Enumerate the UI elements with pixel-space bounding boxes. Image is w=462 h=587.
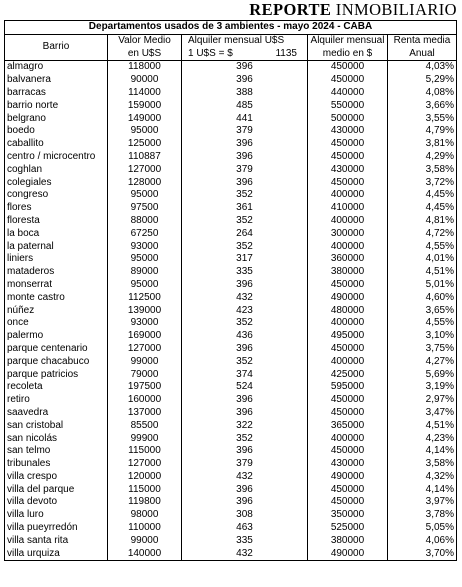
cell-alquiler-pesos: 595000 xyxy=(308,381,388,394)
cell-alquiler-pesos: 495000 xyxy=(308,330,388,343)
cell-renta: 5,01% xyxy=(388,279,457,292)
cell-alquiler-usd: 463 xyxy=(182,522,308,535)
cell-barrio: palermo xyxy=(5,330,108,343)
cell-renta: 4,14% xyxy=(388,445,457,458)
cell-renta: 3,55% xyxy=(388,113,457,126)
cell-alquiler-pesos: 400000 xyxy=(308,433,388,446)
table-row xyxy=(5,177,457,190)
cell-alquiler-pesos: 490000 xyxy=(308,292,388,305)
cell-barrio: barracas xyxy=(5,87,108,100)
header-alquiler-pesos-line1: Alquiler mensual xyxy=(310,34,385,46)
cell-barrio: villa urquiza xyxy=(5,548,108,561)
cell-alquiler-pesos: 450000 xyxy=(308,343,388,356)
cell-alquiler-usd: 352 xyxy=(182,317,308,330)
cell-alquiler-pesos: 400000 xyxy=(308,356,388,369)
cell-alquiler-usd: 396 xyxy=(182,74,308,87)
header-renta-line1: Renta media xyxy=(393,34,451,46)
cell-barrio: monte castro xyxy=(5,292,108,305)
cell-alquiler-usd: 432 xyxy=(182,292,308,305)
cell-alquiler-pesos: 300000 xyxy=(308,228,388,241)
cell-alquiler-usd: 524 xyxy=(182,381,308,394)
cell-alquiler-usd: 379 xyxy=(182,164,308,177)
cell-alquiler-usd: 396 xyxy=(182,407,308,420)
cell-renta: 4,55% xyxy=(388,241,457,254)
header-alquiler-usd-line1: Alquiler mensual U$S xyxy=(188,34,285,46)
cell-alquiler-usd: 352 xyxy=(182,433,308,446)
cell-barrio: villa devoto xyxy=(5,496,108,509)
exchange-rate-label: 1 U$S = $ xyxy=(188,47,233,59)
cell-alquiler-pesos: 490000 xyxy=(308,548,388,561)
cell-barrio: coghlan xyxy=(5,164,108,177)
cell-renta: 4,60% xyxy=(388,292,457,305)
cell-renta: 4,51% xyxy=(388,266,457,279)
header-valor-line1: Valor Medio xyxy=(118,34,171,46)
cell-alquiler-pesos: 380000 xyxy=(308,266,388,279)
cell-alquiler-usd: 396 xyxy=(182,484,308,497)
cell-valor: 137000 xyxy=(108,407,182,420)
table-row xyxy=(5,330,457,343)
cell-alquiler-usd: 396 xyxy=(182,61,308,74)
cell-alquiler-pesos: 450000 xyxy=(308,74,388,87)
header-alquiler-pesos xyxy=(308,34,388,61)
cell-alquiler-usd: 396 xyxy=(182,394,308,407)
cell-valor: 160000 xyxy=(108,394,182,407)
table-row xyxy=(5,381,457,394)
cell-alquiler-usd: 441 xyxy=(182,113,308,126)
cell-valor: 99000 xyxy=(108,356,182,369)
cell-alquiler-usd: 388 xyxy=(182,87,308,100)
cell-barrio: parque patricios xyxy=(5,369,108,382)
cell-alquiler-pesos: 450000 xyxy=(308,496,388,509)
cell-alquiler-pesos: 450000 xyxy=(308,279,388,292)
cell-valor: 88000 xyxy=(108,215,182,228)
cell-alquiler-pesos: 365000 xyxy=(308,420,388,433)
cell-valor: 127000 xyxy=(108,458,182,471)
cell-renta: 4,29% xyxy=(388,151,457,164)
table-row xyxy=(5,394,457,407)
cell-renta: 3,66% xyxy=(388,100,457,113)
rent-table xyxy=(4,20,457,561)
cell-valor: 149000 xyxy=(108,113,182,126)
cell-renta: 4,55% xyxy=(388,317,457,330)
cell-alquiler-pesos: 430000 xyxy=(308,125,388,138)
table-row xyxy=(5,445,457,458)
cell-renta: 4,06% xyxy=(388,535,457,548)
cell-valor: 118000 xyxy=(108,61,182,74)
cell-renta: 4,27% xyxy=(388,356,457,369)
cell-barrio: la paternal xyxy=(5,241,108,254)
cell-alquiler-pesos: 450000 xyxy=(308,151,388,164)
header-barrio xyxy=(5,34,108,61)
cell-renta: 4,45% xyxy=(388,202,457,215)
table-row xyxy=(5,189,457,202)
cell-valor: 89000 xyxy=(108,266,182,279)
table-row xyxy=(5,279,457,292)
cell-barrio: centro / microcentro xyxy=(5,151,108,164)
cell-alquiler-pesos: 525000 xyxy=(308,522,388,535)
table-row xyxy=(5,317,457,330)
table-row xyxy=(5,433,457,446)
header-valor-line2: en U$S xyxy=(127,47,162,59)
cell-renta: 4,08% xyxy=(388,87,457,100)
cell-barrio: once xyxy=(5,317,108,330)
cell-valor: 140000 xyxy=(108,548,182,561)
cell-valor: 67250 xyxy=(108,228,182,241)
cell-alquiler-pesos: 400000 xyxy=(308,189,388,202)
table-row xyxy=(5,253,457,266)
table-row xyxy=(5,125,457,138)
cell-valor: 115000 xyxy=(108,484,182,497)
table-row xyxy=(5,305,457,318)
table-row xyxy=(5,471,457,484)
cell-alquiler-usd: 396 xyxy=(182,151,308,164)
header-valor xyxy=(108,34,182,61)
cell-valor: 169000 xyxy=(108,330,182,343)
table-row xyxy=(5,113,457,126)
cell-alquiler-usd: 308 xyxy=(182,509,308,522)
cell-valor: 110000 xyxy=(108,522,182,535)
cell-barrio: belgrano xyxy=(5,113,108,126)
cell-barrio: villa luro xyxy=(5,509,108,522)
table-row xyxy=(5,228,457,241)
cell-alquiler-pesos: 425000 xyxy=(308,369,388,382)
table-row xyxy=(5,356,457,369)
table-row xyxy=(5,548,457,561)
cell-renta: 3,19% xyxy=(388,381,457,394)
table-row xyxy=(5,241,457,254)
cell-barrio: colegiales xyxy=(5,177,108,190)
cell-barrio: congreso xyxy=(5,189,108,202)
cell-renta: 3,10% xyxy=(388,330,457,343)
cell-barrio: villa del parque xyxy=(5,484,108,497)
cell-valor: 95000 xyxy=(108,125,182,138)
table-row xyxy=(5,215,457,228)
header-barrio-label: Barrio xyxy=(42,41,70,53)
cell-alquiler-pesos: 400000 xyxy=(308,317,388,330)
cell-valor: 99000 xyxy=(108,535,182,548)
cell-barrio: villa santa rita xyxy=(5,535,108,548)
cell-alquiler-pesos: 490000 xyxy=(308,471,388,484)
cell-barrio: san nicolás xyxy=(5,433,108,446)
cell-barrio: monserrat xyxy=(5,279,108,292)
table-body xyxy=(5,61,457,561)
cell-valor: 110887 xyxy=(108,151,182,164)
cell-barrio: villa crespo xyxy=(5,471,108,484)
cell-alquiler-pesos: 440000 xyxy=(308,87,388,100)
cell-barrio: núñez xyxy=(5,305,108,318)
cell-valor: 97500 xyxy=(108,202,182,215)
brand-bold-text: REPORTE xyxy=(249,0,332,19)
cell-renta: 4,14% xyxy=(388,484,457,497)
table-title-row xyxy=(5,21,457,35)
cell-alquiler-pesos: 450000 xyxy=(308,394,388,407)
cell-renta: 4,72% xyxy=(388,228,457,241)
cell-alquiler-usd: 335 xyxy=(182,266,308,279)
cell-alquiler-usd: 352 xyxy=(182,189,308,202)
header-alquiler-usd xyxy=(182,34,308,61)
brand-logo xyxy=(249,0,457,20)
cell-alquiler-usd: 352 xyxy=(182,356,308,369)
cell-barrio: parque chacabuco xyxy=(5,356,108,369)
table-row xyxy=(5,151,457,164)
cell-alquiler-usd: 379 xyxy=(182,458,308,471)
cell-alquiler-usd: 264 xyxy=(182,228,308,241)
cell-renta: 3,58% xyxy=(388,458,457,471)
table-row xyxy=(5,407,457,420)
cell-valor: 93000 xyxy=(108,241,182,254)
cell-renta: 3,70% xyxy=(388,548,457,561)
table-row xyxy=(5,74,457,87)
cell-renta: 3,65% xyxy=(388,305,457,318)
cell-renta: 5,05% xyxy=(388,522,457,535)
cell-alquiler-pesos: 450000 xyxy=(308,177,388,190)
table-row xyxy=(5,87,457,100)
cell-barrio: flores xyxy=(5,202,108,215)
cell-barrio: barrio norte xyxy=(5,100,108,113)
table-row xyxy=(5,138,457,151)
cell-alquiler-pesos: 360000 xyxy=(308,253,388,266)
cell-valor: 128000 xyxy=(108,177,182,190)
cell-barrio: tribunales xyxy=(5,458,108,471)
cell-valor: 119800 xyxy=(108,496,182,509)
cell-alquiler-pesos: 450000 xyxy=(308,138,388,151)
cell-alquiler-pesos: 410000 xyxy=(308,202,388,215)
cell-alquiler-usd: 396 xyxy=(182,445,308,458)
cell-alquiler-usd: 396 xyxy=(182,343,308,356)
cell-alquiler-pesos: 400000 xyxy=(308,215,388,228)
cell-barrio: parque centenario xyxy=(5,343,108,356)
cell-valor: 95000 xyxy=(108,189,182,202)
cell-barrio: floresta xyxy=(5,215,108,228)
cell-alquiler-usd: 396 xyxy=(182,496,308,509)
cell-valor: 93000 xyxy=(108,317,182,330)
cell-valor: 95000 xyxy=(108,279,182,292)
cell-valor: 159000 xyxy=(108,100,182,113)
cell-renta: 3,97% xyxy=(388,496,457,509)
cell-renta: 4,45% xyxy=(388,189,457,202)
cell-renta: 4,01% xyxy=(388,253,457,266)
cell-alquiler-usd: 322 xyxy=(182,420,308,433)
cell-alquiler-usd: 374 xyxy=(182,369,308,382)
table-row xyxy=(5,509,457,522)
cell-alquiler-pesos: 430000 xyxy=(308,458,388,471)
cell-barrio: boedo xyxy=(5,125,108,138)
cell-barrio: villa pueyrredón xyxy=(5,522,108,535)
exchange-rate-value: 1135 xyxy=(275,47,297,59)
table-row xyxy=(5,61,457,74)
cell-renta: 3,58% xyxy=(388,164,457,177)
table-row xyxy=(5,292,457,305)
header-row xyxy=(5,34,457,61)
cell-barrio: san cristobal xyxy=(5,420,108,433)
table-row xyxy=(5,369,457,382)
cell-valor: 127000 xyxy=(108,164,182,177)
table-row xyxy=(5,343,457,356)
cell-barrio: balvanera xyxy=(5,74,108,87)
cell-alquiler-usd: 317 xyxy=(182,253,308,266)
cell-alquiler-usd: 432 xyxy=(182,471,308,484)
cell-alquiler-pesos: 380000 xyxy=(308,535,388,548)
cell-alquiler-pesos: 450000 xyxy=(308,445,388,458)
header-renta-line2: Anual xyxy=(409,47,435,59)
cell-valor: 115000 xyxy=(108,445,182,458)
cell-barrio: la boca xyxy=(5,228,108,241)
cell-alquiler-usd: 423 xyxy=(182,305,308,318)
cell-valor: 120000 xyxy=(108,471,182,484)
cell-valor: 197500 xyxy=(108,381,182,394)
header-exchange-rate xyxy=(188,48,305,61)
cell-valor: 79000 xyxy=(108,369,182,382)
cell-alquiler-pesos: 430000 xyxy=(308,164,388,177)
cell-alquiler-usd: 361 xyxy=(182,202,308,215)
cell-alquiler-pesos: 350000 xyxy=(308,509,388,522)
cell-barrio: san telmo xyxy=(5,445,108,458)
cell-valor: 114000 xyxy=(108,87,182,100)
cell-valor: 85500 xyxy=(108,420,182,433)
cell-barrio: retiro xyxy=(5,394,108,407)
cell-renta: 5,69% xyxy=(388,369,457,382)
cell-renta: 3,72% xyxy=(388,177,457,190)
cell-alquiler-usd: 396 xyxy=(182,177,308,190)
table-row xyxy=(5,420,457,433)
cell-alquiler-pesos: 550000 xyxy=(308,100,388,113)
table-row xyxy=(5,484,457,497)
cell-valor: 127000 xyxy=(108,343,182,356)
brand-light-text: INMOBILIARIO xyxy=(335,0,457,19)
cell-valor: 98000 xyxy=(108,509,182,522)
cell-valor: 125000 xyxy=(108,138,182,151)
cell-valor: 112500 xyxy=(108,292,182,305)
table-row xyxy=(5,458,457,471)
cell-alquiler-usd: 432 xyxy=(182,548,308,561)
cell-renta: 5,29% xyxy=(388,74,457,87)
table-row xyxy=(5,535,457,548)
table-title: Departamentos usados de 3 ambientes - mayo 2024 - CABA xyxy=(5,21,457,35)
cell-renta: 2,97% xyxy=(388,394,457,407)
table-row xyxy=(5,202,457,215)
table-row xyxy=(5,266,457,279)
cell-alquiler-usd: 379 xyxy=(182,125,308,138)
cell-renta: 4,79% xyxy=(388,125,457,138)
cell-alquiler-pesos: 450000 xyxy=(308,61,388,74)
cell-renta: 4,32% xyxy=(388,471,457,484)
cell-alquiler-usd: 485 xyxy=(182,100,308,113)
cell-alquiler-usd: 396 xyxy=(182,279,308,292)
cell-alquiler-usd: 396 xyxy=(182,138,308,151)
cell-renta: 4,03% xyxy=(388,61,457,74)
cell-alquiler-pesos: 480000 xyxy=(308,305,388,318)
table-row xyxy=(5,100,457,113)
cell-renta: 4,51% xyxy=(388,420,457,433)
cell-barrio: almagro xyxy=(5,61,108,74)
header-renta xyxy=(388,34,457,61)
cell-renta: 3,47% xyxy=(388,407,457,420)
table-row xyxy=(5,164,457,177)
cell-alquiler-pesos: 500000 xyxy=(308,113,388,126)
cell-alquiler-pesos: 450000 xyxy=(308,484,388,497)
cell-renta: 3,81% xyxy=(388,138,457,151)
table-row xyxy=(5,496,457,509)
cell-barrio: saavedra xyxy=(5,407,108,420)
cell-renta: 4,81% xyxy=(388,215,457,228)
cell-valor: 95000 xyxy=(108,253,182,266)
cell-barrio: liniers xyxy=(5,253,108,266)
cell-renta: 3,78% xyxy=(388,509,457,522)
cell-barrio: recoleta xyxy=(5,381,108,394)
cell-barrio: caballito xyxy=(5,138,108,151)
cell-valor: 99900 xyxy=(108,433,182,446)
cell-alquiler-pesos: 400000 xyxy=(308,241,388,254)
header-alquiler-pesos-line2: medio en $ xyxy=(322,47,373,59)
cell-valor: 90000 xyxy=(108,74,182,87)
cell-alquiler-usd: 352 xyxy=(182,241,308,254)
cell-alquiler-usd: 352 xyxy=(182,215,308,228)
table-row xyxy=(5,522,457,535)
cell-valor: 139000 xyxy=(108,305,182,318)
cell-renta: 4,23% xyxy=(388,433,457,446)
cell-alquiler-usd: 335 xyxy=(182,535,308,548)
cell-alquiler-pesos: 450000 xyxy=(308,407,388,420)
cell-alquiler-usd: 436 xyxy=(182,330,308,343)
cell-renta: 3,75% xyxy=(388,343,457,356)
cell-barrio: mataderos xyxy=(5,266,108,279)
